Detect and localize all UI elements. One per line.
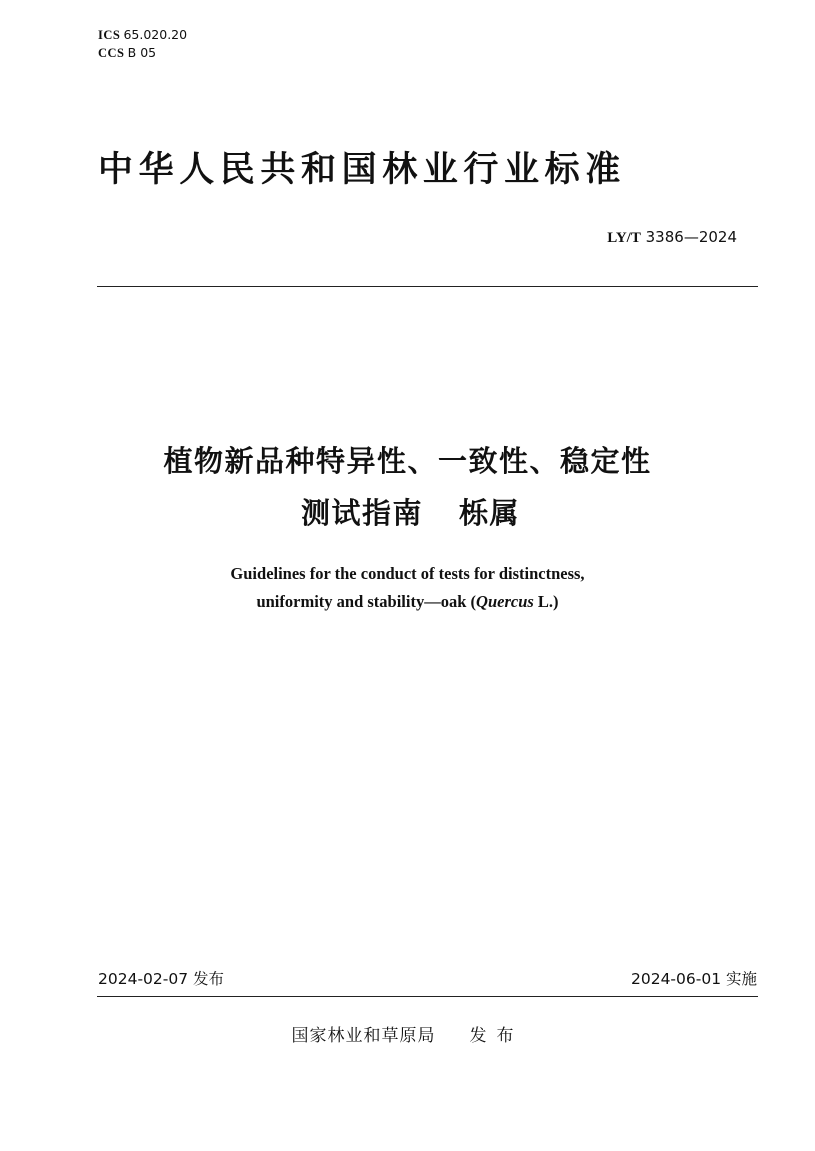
standard-category-title: 中华人民共和国林业行业标准: [98, 150, 626, 190]
classification-codes: [98, 26, 187, 62]
ccs-code: [98, 44, 187, 62]
standard-prefix: LY/T: [607, 230, 641, 246]
standard-number: [607, 228, 737, 247]
issuer-organization: 国家林业和草原局: [291, 1026, 436, 1046]
standard-number-value: 3386—2024: [645, 228, 737, 246]
footer-divider: [97, 996, 758, 997]
ccs-label: CCS: [98, 46, 125, 60]
chinese-title-line-1: 植物新品种特异性、一致性、稳定性: [163, 444, 652, 478]
ics-label: ICS: [98, 28, 121, 42]
chinese-title-line-2: [0, 493, 815, 533]
implementation-date: 2024-06-01 实施: [630, 970, 757, 988]
issuer-action: 发布: [469, 1026, 524, 1046]
english-title-line-2: [0, 588, 815, 616]
issue-date: 2024-02-07 发布: [98, 970, 225, 988]
chinese-title-main: 测试指南: [300, 496, 423, 530]
header-divider: [97, 286, 758, 287]
ics-code: [98, 26, 187, 44]
issuing-authority: [0, 1021, 815, 1046]
ics-value: 65.020.20: [123, 27, 188, 42]
chinese-title-genus: 栎属: [459, 496, 521, 530]
english-title-line-1: Guidelines for the conduct of tests for distinctness,: [230, 564, 585, 583]
ccs-value: B 05: [127, 45, 157, 60]
english-title-genus: Quercus: [476, 592, 534, 611]
english-title-text: uniformity and stability—oak (: [256, 592, 477, 611]
english-title-suffix: L.): [533, 592, 559, 611]
